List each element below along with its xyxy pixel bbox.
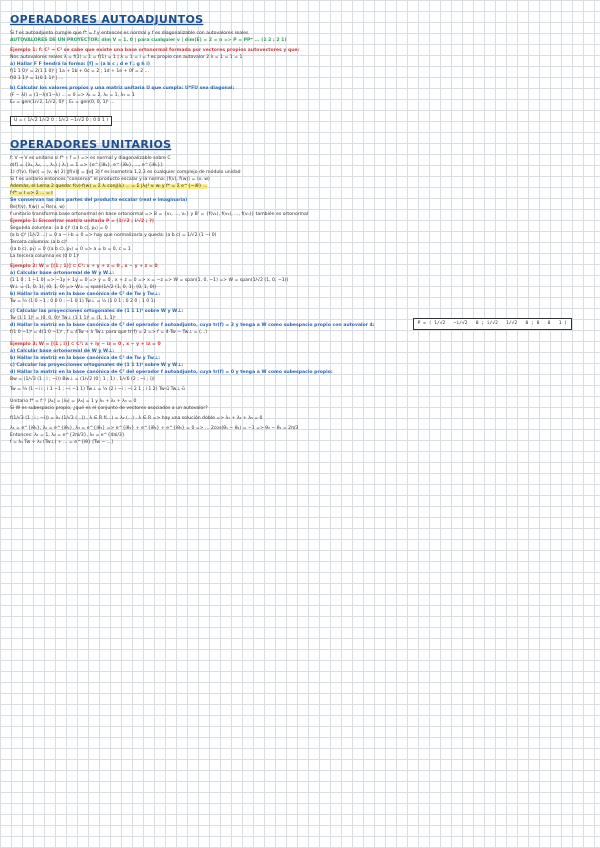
note-line: La tercera columna es (0 0 1)ᵗ (10, 254, 80, 259)
note-line: b) Calcular los valores propios y una matriz unitaria U que cumpla: U*FU sea diagonal: (10, 86, 235, 91)
highlighted-formula: Además, el Lema 2 queda: f(v)·f(w) = Σ λᵢ conj(λⱼ) ... = Σ |λᵢ|² vᵢ wᵢ y f* = Σ e^{−iθ} ... (10, 184, 208, 189)
section-title-autoadjuntos: OPERADORES AUTOADJUNTOS (10, 13, 204, 26)
section1-body (10, 30, 590, 128)
note-line: f(1 1 0)ᵗ = 2(1 1 0)ᵗ | 1a + 1b + 0c = 2 ; 1d + 1e + 0f = 2 ... (10, 69, 149, 74)
note-line: d) Hallar la matriz en la base canónica de C³ del operador f autoadjunto, cuya tr(f) = 0 y tenga a W como subespacio propio: (10, 370, 333, 375)
unitary-p-matrix-box: P = ( 1/√2 −i/√2 0 ; i/√2 1/√2 0 ; 0 0 1 ) (413, 318, 572, 330)
example-heading: Ejemplo 2: W = [(1 ; 1)] ⊂ C²: x + y + z = 0 , x − y + z = 0 (10, 264, 158, 269)
note-line: W⊥ = (1, 0, 1), (0, 1, 0) => W⊥ = span(1/√2 (1, 0, 1), (0, 1, 0)) (10, 285, 157, 290)
note-line: a) Hallar F F tendrá la forma: [f] = (a b c ; d e f ; g h i) (10, 62, 150, 67)
note-line: AUTOVALORES DE UN PROYECTOR: dim V = 1, 0 | para cualquier v | dim(E) = 2 = n => P = PP* ... (1 2 ; 2 1) (10, 38, 287, 43)
example-heading: Ejemplo 1: f: C³ → C³ se sabe que existe una base ortonormal formada por vectores propios autovectores y que: (10, 48, 300, 53)
note-line: f: V → V es unitario si f* ∘ f = I => es normal y diagonalizable sobre C (10, 156, 171, 161)
note-line: 1) ⟨f(v), f(w)⟩ = ⟨v, w⟩ 2) ‖f(v)‖ = ‖v‖ 3) f es isometría 1,2,3 es cualquier complejo de módulo unidad (10, 170, 241, 175)
unitary-matrix-box: U = ( 1/√2 1/√2 0 ; 1/√2 −1/√2 0 ; 0 0 1 ) (10, 116, 112, 126)
note-line: a) Calcular base ortonormal de W y W⊥: (10, 271, 115, 276)
note-line: (F − λI) = (1−λ)(1−λ) ... = 0 => λ₁ = 2, λ₂ = 1, λ₃ = 1 (10, 93, 135, 98)
note-line: b) Hallar la matriz en la base canónica de C³ de Tw y Tw⊥: (10, 356, 161, 361)
note-line: d) Hallar la matriz en la base canónica de C³ del operador f autoadjunto, cuya tr(f) = 2 y tenga a W como subespacio propio con autovalor 4: (10, 323, 375, 328)
note-line: Nos autovalores reales λ = f(1) = 1 = f(1) = 1 | λ = 1 = i = f es propio con autovalor 2 λ = 1 = 1 = 1 (10, 55, 243, 60)
note-line: λ₁ = e^{iθ₁}, λ₂ = e^{iθ₂}, λ₃ = e^{iθ₃} => e^{iθ₁} + e^{iθ₂} + e^{iθ₃} = 0 => ... 2cos(θ₁ − θ₂) = −1 => θ₂ − θ₁ = 2π/3 (10, 426, 299, 431)
note-line: Se conservan las dos partes del producto escalar (real e imaginaria) (10, 198, 188, 203)
section-title-unitarios: OPERADORES UNITARIOS (10, 138, 172, 151)
note-line: Unitario f* = f⁻¹ |λ₁| = |λ₂| = |λ₃| = 1 y λ₁ + λ₂ + λ₃ = 0 (10, 399, 137, 404)
note-line: c) Calcular las proyecciones ortogonales de (1 1 1)ᵗ sobre W y W⊥: (10, 363, 184, 368)
note-line: Bw = (1/√3 (1 ; i ; −i)) Bw⊥ = (1/√2 (0 ; 1 ; 1) , 1/√6 (2 ; −i ; i)) (10, 377, 155, 382)
note-line: Entonces: λ₁ = 1, λ₂ = e^{2πi/3}, λ₃ = e^{4πi/3} (10, 433, 125, 438)
note-line: f(1 0 −1)ᵗ = 4(1 0 −1)ᵗ , f = 4Tw + λ Tw⊥ para que tr(f) = 2 => f = 4·Tw − Tw⊥ = (...) (10, 330, 208, 335)
note-line: Tw = ½ (1 0 −1 ; 0 0 0 ; −1 0 1) Tw⊥ = ½ (1 0 1 ; 0 2 0 ; 1 0 1) (10, 299, 156, 304)
section2-body (10, 155, 590, 446)
note-line: f(0 1 1)ᵗ = 1(0 1 1)ᵗ | ... (10, 76, 64, 81)
note-line: Tw (1 1 1)ᵗ = (0, 0, 0)ᵗ Tw⊥ (1 1 1)ᵗ = (1, 1, 1)ᵗ (10, 316, 116, 321)
note-line: b) Hallar la matriz en la base canónica de C³ de Tw y Tw⊥: (10, 292, 161, 297)
note-line: Si f es autoadjunto cumple que f* = f y entonces es normal y f es diagonalizable con autovalores reales (10, 31, 249, 36)
example-heading: Ejemplo 1: Encontrar matriz unitaria P = (1/√2 ; i/√2 ; ?) (10, 219, 154, 224)
note-line: Si W es subespacio propio, ¿qué es el conjunto de vectores asociados a un autovalor? (10, 406, 208, 411)
note-line: Tw = ⅓ (1 −i i ; i 1 −1 ; −i −1 1) Tw⊥ = ⅓ (2 i −i ; −i 2 1 ; i 1 2) Tw·ū Tw⊥·ū (10, 387, 185, 392)
note-line: f unitario transforma base ortonormal en base ortonormal => B = {v₁, ..., vₙ} y B' = {f(v₁), f(v₂), ..., f(vₙ)} también es ortonormal (10, 212, 309, 217)
note-line: E₂ = gen(1/√2, 1/√2, 0)ᵗ ; E₁ = gen(0, 0, 1)ᵗ ... (10, 100, 115, 105)
note-line: (a b c)ᵗ ⟨1/√2 ...⟩ = 0 a − i·b = 0 => hay que normalizarla y queda: (a b c) = 1/√2 (1 −i 0) (10, 233, 217, 238)
note-line: a) Calcular base ortonormal de W y W⊥: (10, 349, 115, 354)
highlighted-formula: f·f* = I => Σ ... = I (10, 191, 53, 196)
note-line: ⟨(a b c), p₁⟩ = 0 ⟨(a b c), p₂⟩ = 0 => a = b = 0, c = 1 (10, 247, 131, 252)
note-line: f = λ₁ Tw + λ₂ (Tw⊥) + ... = e^{iθ} [Tw − ...] (10, 440, 113, 445)
note-line: Tercera columna: (a b c)ᵗ (10, 240, 68, 245)
note-line: σ(f) = {λ₁, λ₂, ..., λₙ} | λᵢ | = 1 => {e^{iθ₁}, e^{iθ₂}, ..., e^{iθₙ}} (10, 163, 164, 168)
notes-page (10, 8, 590, 446)
example-heading: Ejemplo 3: W = [(1 ; i)] ⊂ C³: x + iy − iz = 0 , x − y + iz = 0 (10, 342, 161, 347)
note-line: (1 1 0 ; 1 −1 0) => −1y + 1y = 0 => y = 0 , x + z = 0 => x = −z => W = span(1, 0, −1) => W = span(1/√2 (1, 0, −1)) (10, 278, 289, 283)
note-line: Re⟨f(v), f(w)⟩ = Re⟨v, w⟩ (10, 205, 65, 210)
note-line: Segunda columna: (a b c)ᵗ ⟨(a b c), p₁⟩ = 0 (10, 226, 108, 231)
note-line: f(1/√3 (1 ; i ; −i)) = λ₁ (1/√3 (...)) , λ ∈ R f(...) = λ₂ (...) , λ ∈ R => hay una solución doble => λ₁ + λ₂ + λ₃ = 0 (10, 416, 263, 421)
note-line: Si f es unitario entonces "conserva" el producto escalar y la norma: ⟨f(v), f(w)⟩ = ⟨v, w⟩ (10, 177, 210, 182)
note-line: c) Calcular las proyecciones ortogonales de (1 1 1)ᵗ sobre W y W⊥: (10, 309, 184, 314)
